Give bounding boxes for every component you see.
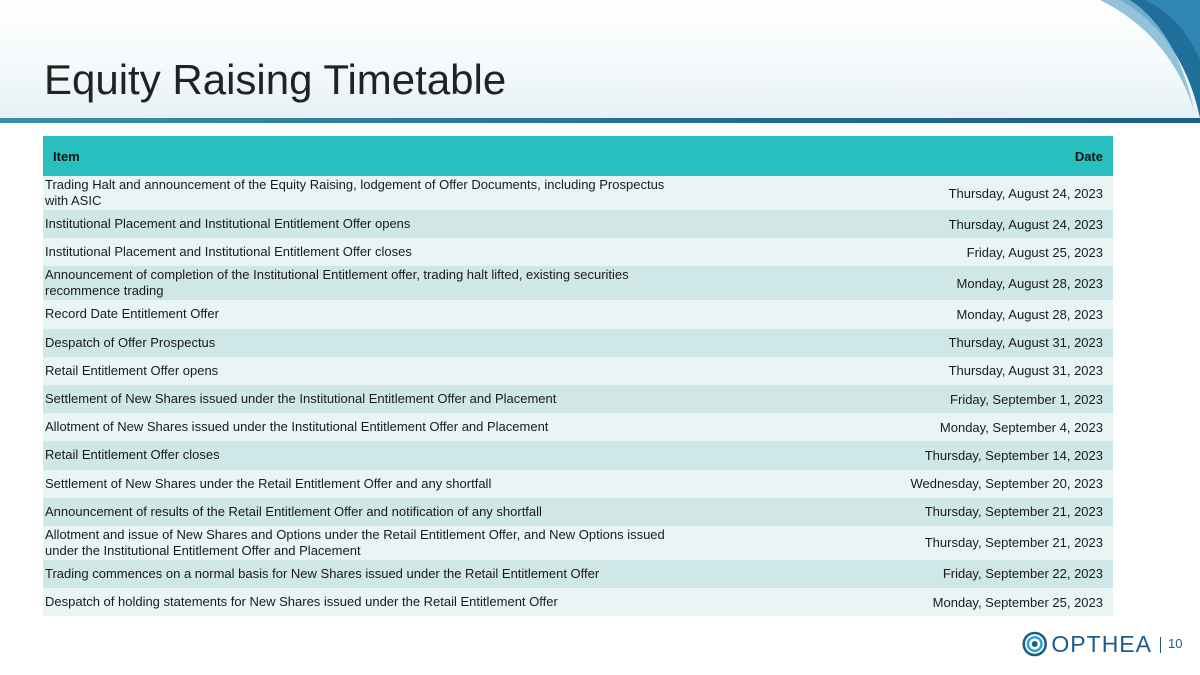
table-row: [43, 357, 1113, 385]
table-row: [43, 176, 1113, 210]
table-row: [43, 560, 1113, 588]
row-date: Monday, August 28, 2023: [956, 275, 1103, 291]
row-item: Institutional Placement and Institutional Entitlement Offer closes: [45, 244, 412, 260]
row-item: Retail Entitlement Offer closes: [45, 447, 220, 463]
row-date: Monday, September 25, 2023: [932, 594, 1103, 610]
table-row: [43, 588, 1113, 616]
table-row: [43, 470, 1113, 498]
row-date: Thursday, August 31, 2023: [948, 363, 1103, 379]
row-item: Settlement of New Shares issued under the Institutional Entitlement Offer and Placement: [45, 391, 557, 407]
row-date: Thursday, August 31, 2023: [948, 335, 1103, 351]
page-title: Equity Raising Timetable: [44, 56, 507, 103]
table-row: [43, 300, 1113, 328]
table-row: [43, 266, 1113, 300]
table-row: [43, 441, 1113, 469]
row-item: Despatch of holding statements for New Shares issued under the Retail Entitlement Offer: [45, 594, 558, 610]
table-row: [43, 413, 1113, 441]
table-row: [43, 210, 1113, 238]
row-item: Allotment and issue of New Shares and Options under the Retail Entitlement Offer, and New Options issued under the Institutional Entitlement Offer and Placement: [45, 526, 665, 558]
row-date: Monday, August 28, 2023: [956, 306, 1103, 322]
table-row: [43, 385, 1113, 413]
table-row: [43, 329, 1113, 357]
row-item: Allotment of New Shares issued under the Institutional Entitlement Offer and Placement: [45, 419, 549, 435]
row-date: Thursday, August 24, 2023: [948, 185, 1103, 201]
column-header-item: Item: [53, 148, 80, 164]
row-item: Trading commences on a normal basis for New Shares issued under the Retail Entitlement Offer: [45, 565, 600, 581]
row-date: Thursday, September 14, 2023: [924, 447, 1103, 463]
row-item: Retail Entitlement Offer opens: [45, 362, 219, 378]
timetable-table: [43, 136, 1113, 616]
row-date: Thursday, September 21, 2023: [924, 504, 1103, 520]
row-item: Settlement of New Shares under the Retail Entitlement Offer and any shortfall: [45, 475, 492, 491]
row-date: Friday, September 22, 2023: [942, 566, 1103, 582]
row-item: Institutional Placement and Institutional Entitlement Offer opens: [45, 216, 411, 232]
table-row: [43, 526, 1113, 560]
row-date: Monday, September 4, 2023: [939, 419, 1103, 435]
table-row: [43, 498, 1113, 526]
page-number-separator: [1160, 637, 1161, 653]
row-date: Thursday, August 24, 2023: [948, 216, 1103, 232]
row-date: Thursday, September 21, 2023: [924, 535, 1103, 551]
corner-swoosh-graphic: [1090, 0, 1200, 125]
row-date: Wednesday, September 20, 2023: [910, 476, 1103, 492]
row-item: Announcement of completion of the Institutional Entitlement offer, trading halt lifted, existing securities recommence trading: [45, 267, 629, 299]
page-number: 10: [1168, 636, 1183, 651]
opthea-logo: [1022, 627, 1152, 661]
header-divider: [0, 118, 1200, 123]
table-row: [43, 238, 1113, 266]
row-date: Friday, August 25, 2023: [966, 244, 1103, 260]
opthea-swirl-icon: [1022, 629, 1047, 659]
row-item: Record Date Entitlement Offer: [45, 306, 219, 322]
column-header-date: Date: [1074, 148, 1103, 164]
row-item: Announcement of results of the Retail Entitlement Offer and notification of any shortfall: [45, 503, 542, 519]
row-item: Despatch of Offer Prospectus: [45, 334, 216, 350]
logo-wordmark: OPTHEA: [1051, 630, 1152, 657]
row-item: Trading Halt and announcement of the Equity Raising, lodgement of Offer Documents, including Prospectus with ASIC: [45, 177, 665, 208]
table-header-row: [43, 136, 1113, 176]
row-date: Friday, September 1, 2023: [950, 391, 1103, 407]
